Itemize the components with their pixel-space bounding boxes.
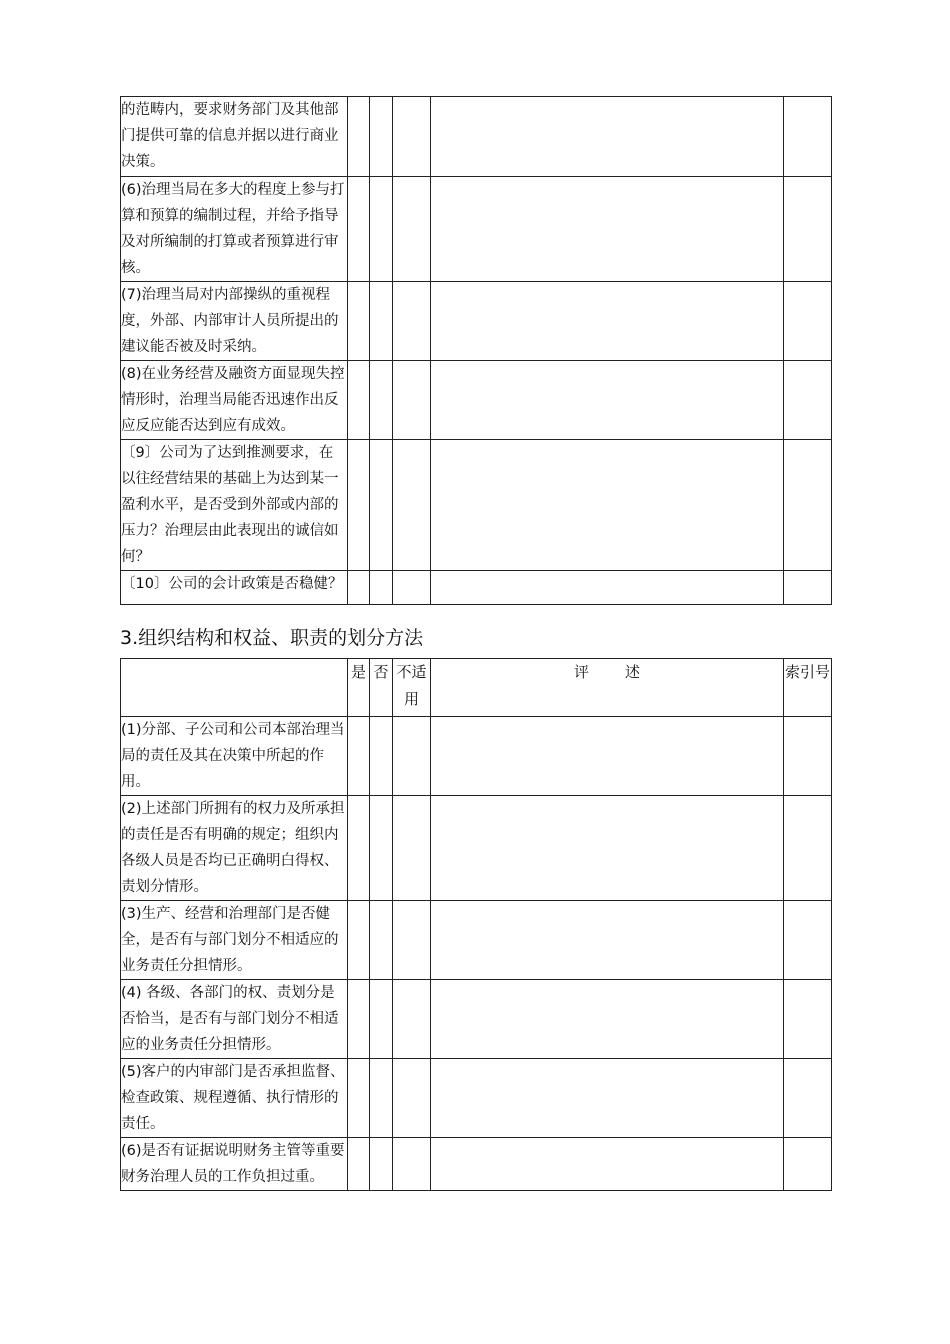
- table-row: [121, 361, 832, 440]
- no-cell[interactable]: [370, 571, 393, 605]
- yes-cell[interactable]: [348, 440, 370, 571]
- index-cell[interactable]: [784, 177, 832, 282]
- yes-cell[interactable]: [348, 177, 370, 282]
- no-cell[interactable]: [370, 282, 393, 361]
- yes-cell[interactable]: [348, 282, 370, 361]
- index-cell[interactable]: [784, 97, 832, 177]
- table-row: [121, 440, 832, 571]
- comment-cell[interactable]: [431, 282, 784, 361]
- question-text: 〔10〕公司的会计政策是否稳健？: [121, 571, 348, 605]
- table-row: [121, 571, 832, 605]
- header-comment: [431, 659, 784, 717]
- no-cell[interactable]: [370, 901, 393, 980]
- question-text: 〔9〕公司为了达到推测要求，在以往经营结果的基础上为达到某一盈利水平，是否受到外部或内部的压力？治理层由此表现出的诚信如何？: [121, 440, 348, 571]
- na-cell[interactable]: [393, 571, 431, 605]
- index-cell[interactable]: [784, 571, 832, 605]
- na-cell[interactable]: [393, 717, 431, 796]
- na-cell[interactable]: [393, 1059, 431, 1138]
- comment-cell[interactable]: [431, 97, 784, 177]
- comment-cell[interactable]: [431, 177, 784, 282]
- no-cell[interactable]: [370, 440, 393, 571]
- no-cell[interactable]: [370, 980, 393, 1059]
- comment-cell[interactable]: [431, 361, 784, 440]
- no-cell[interactable]: [370, 97, 393, 177]
- na-cell[interactable]: [393, 361, 431, 440]
- table-row: [121, 177, 832, 282]
- index-cell[interactable]: [784, 440, 832, 571]
- index-cell[interactable]: [784, 717, 832, 796]
- table-row: [121, 1138, 832, 1191]
- table-row: [121, 97, 832, 177]
- index-cell[interactable]: [784, 282, 832, 361]
- table-row: [121, 717, 832, 796]
- checklist-table-continued: [120, 96, 832, 605]
- question-text: (8)在业务经营及融资方面显现失控情形时，治理当局能否迅速作出反应反应能否达到应有成效。: [121, 361, 348, 440]
- question-text: 的范畴内，要求财务部门及其他部门提供可靠的信息并据以进行商业决策。: [121, 97, 348, 177]
- comment-cell[interactable]: [431, 980, 784, 1059]
- no-cell[interactable]: [370, 177, 393, 282]
- yes-cell[interactable]: [348, 717, 370, 796]
- comment-cell[interactable]: [431, 440, 784, 571]
- question-text: (4) 各级、各部门的权、责划分是否恰当，是否有与部门划分不相适应的业务责任分担情形。: [121, 980, 348, 1059]
- header-comment-label: 评述: [573, 663, 676, 681]
- comment-cell[interactable]: [431, 571, 784, 605]
- na-cell[interactable]: [393, 796, 431, 901]
- no-cell[interactable]: [370, 361, 393, 440]
- na-cell[interactable]: [393, 1138, 431, 1191]
- na-cell[interactable]: [393, 177, 431, 282]
- comment-cell[interactable]: [431, 717, 784, 796]
- question-text: (6)是否有证据说明财务主管等重要财务治理人员的工作负担过重。: [121, 1138, 348, 1191]
- question-text: (7)治理当局对内部操纵的重视程度，外部、内部审计人员所提出的建议能否被及时采纳。: [121, 282, 348, 361]
- table-header-row: [121, 659, 832, 717]
- section-title: 3.组织结构和权益、职责的划分方法: [120, 627, 424, 649]
- yes-cell[interactable]: [348, 571, 370, 605]
- comment-cell[interactable]: [431, 901, 784, 980]
- index-cell[interactable]: [784, 901, 832, 980]
- na-cell[interactable]: [393, 440, 431, 571]
- header-index-number: 索引号: [784, 659, 832, 717]
- comment-cell[interactable]: [431, 796, 784, 901]
- index-cell[interactable]: [784, 1138, 832, 1191]
- question-header: [121, 659, 348, 717]
- index-cell[interactable]: [784, 361, 832, 440]
- no-cell[interactable]: [370, 1138, 393, 1191]
- yes-cell[interactable]: [348, 1138, 370, 1191]
- question-text: (3)生产、经营和治理部门是否健全，是否有与部门划分不相适应的业务责任分担情形。: [121, 901, 348, 980]
- no-cell[interactable]: [370, 1059, 393, 1138]
- na-cell[interactable]: [393, 980, 431, 1059]
- yes-cell[interactable]: [348, 796, 370, 901]
- index-cell[interactable]: [784, 980, 832, 1059]
- index-cell[interactable]: [784, 1059, 832, 1138]
- table-row: [121, 796, 832, 901]
- header-yes: 是: [348, 659, 370, 717]
- header-no: 否: [370, 659, 393, 717]
- question-text: (2)上述部门所拥有的权力及所承担的责任是否有明确的规定；组织内各级人员是否均已正确明白得权、责划分情形。: [121, 796, 348, 901]
- table-row: [121, 901, 832, 980]
- table-row: [121, 282, 832, 361]
- table-row: [121, 980, 832, 1059]
- checklist-table-organization: [120, 658, 832, 1191]
- yes-cell[interactable]: [348, 901, 370, 980]
- na-cell[interactable]: [393, 97, 431, 177]
- index-cell[interactable]: [784, 796, 832, 901]
- question-text: (6)治理当局在多大的程度上参与打算和预算的编制过程，并给予指导及对所编制的打算或者预算进行审核。: [121, 177, 348, 282]
- yes-cell[interactable]: [348, 361, 370, 440]
- header-not-applicable: 不适用: [393, 659, 431, 717]
- comment-cell[interactable]: [431, 1059, 784, 1138]
- na-cell[interactable]: [393, 901, 431, 980]
- no-cell[interactable]: [370, 717, 393, 796]
- no-cell[interactable]: [370, 796, 393, 901]
- question-text: (1)分部、子公司和公司本部治理当局的责任及其在决策中所起的作用。: [121, 717, 348, 796]
- yes-cell[interactable]: [348, 980, 370, 1059]
- na-cell[interactable]: [393, 282, 431, 361]
- table-row: [121, 1059, 832, 1138]
- comment-cell[interactable]: [431, 1138, 784, 1191]
- question-text: (5)客户的内审部门是否承担监督、检查政策、规程遵循、执行情形的责任。: [121, 1059, 348, 1138]
- yes-cell[interactable]: [348, 97, 370, 177]
- yes-cell[interactable]: [348, 1059, 370, 1138]
